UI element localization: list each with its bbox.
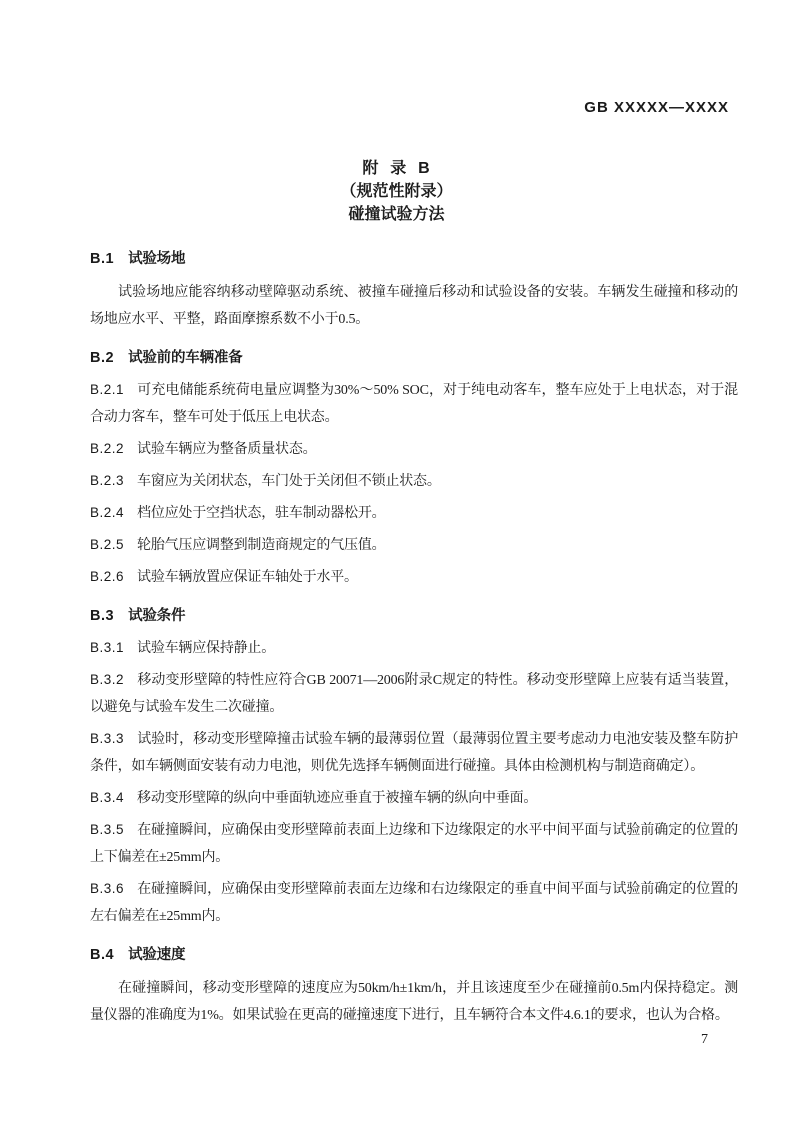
clause-text: 档位应处于空挡状态，驻车制动器松开。	[137, 506, 386, 521]
clause-b2-6	[90, 563, 738, 591]
clause-b3-1	[90, 634, 738, 662]
appendix-normative-note: （规范性附录）	[340, 183, 453, 200]
clause-text: 试验车辆放置应保证车轴处于水平。	[137, 570, 358, 585]
section-title: 试验场地	[128, 251, 186, 267]
clause-text: 在碰撞瞬间，应确保由变形壁障前表面左边缘和右边缘限定的垂直中间平面与试验前确定的位置的左右偏差在±25mm内。	[90, 882, 738, 924]
clause-text: 试验车辆应为整备质量状态。	[137, 442, 317, 457]
clause-number: B.3.6	[90, 881, 125, 896]
clause-number: B.3.2	[90, 672, 125, 687]
section-number: B.1	[90, 251, 115, 267]
clause-text: 在碰撞瞬间，应确保由变形壁障前表面上边缘和下边缘限定的水平中间平面与试验前确定的位置的上下偏差在±25mm内。	[90, 823, 738, 865]
clause-b2-5	[90, 531, 738, 559]
clause-b3-2	[90, 666, 738, 721]
clause-number: B.2.3	[90, 473, 125, 488]
clause-number: B.2.6	[90, 569, 125, 584]
section-number: B.3	[90, 608, 115, 624]
clause-text: 试验时，移动变形壁障撞击试验车辆的最薄弱位置（最薄弱位置主要考虑动力电池安装及整车防护条件，如车辆侧面安装有动力电池，则优先选择车辆侧面进行碰撞。具体由检测机构与制造商确定）。	[90, 732, 738, 774]
standard-number: GB XXXXX—XXXX	[584, 99, 729, 116]
clause-b3-4	[90, 784, 738, 812]
section-heading-b1	[90, 246, 738, 273]
section-title: 试验前的车辆准备	[128, 350, 243, 366]
section-heading-b3	[90, 603, 738, 630]
clause-b3-5	[90, 816, 738, 871]
clause-text: 移动变形壁障的纵向中垂面轨迹应垂直于被撞车辆的纵向中垂面。	[137, 791, 538, 806]
appendix-label: 附 录 B	[362, 160, 431, 177]
appendix-name: 碰撞试验方法	[348, 206, 445, 223]
section-number: B.2	[90, 350, 115, 366]
page-number: 7	[701, 1032, 708, 1047]
clause-text: 移动变形壁障的特性应符合GB 20071—2006附录C规定的特性。移动变形壁障上应装有适当装置，以避免与试验车发生二次碰撞。	[90, 673, 738, 715]
clause-text: 轮胎气压应调整到制造商规定的气压值。	[137, 538, 386, 553]
clause-number: B.2.1	[90, 382, 125, 397]
section-title: 试验条件	[128, 608, 186, 624]
section-title: 试验速度	[128, 947, 186, 963]
clause-b2-1	[90, 376, 738, 431]
clause-text: 试验车辆应保持静止。	[137, 641, 276, 656]
clause-b2-3	[90, 467, 738, 495]
clause-b3-3	[90, 725, 738, 780]
paragraph-b1: 试验场地应能容纳移动壁障驱动系统、被撞车碰撞后移动和试验设备的安装。车辆发生碰撞和移动的场地应水平、平整，路面摩擦系数不小于0.5。	[90, 285, 738, 327]
clause-b2-2	[90, 435, 738, 463]
clause-number: B.3.1	[90, 640, 125, 655]
clause-b3-6	[90, 875, 738, 930]
clause-number: B.3.5	[90, 822, 125, 837]
clause-number: B.3.3	[90, 731, 125, 746]
clause-number: B.2.5	[90, 537, 125, 552]
document-body	[90, 234, 738, 1029]
section-heading-b2	[90, 345, 738, 372]
clause-b2-4	[90, 499, 738, 527]
clause-number: B.2.4	[90, 505, 125, 520]
clause-text: 可充电储能系统荷电量应调整为30%～50% SOC，对于纯电动客车，整车应处于上电状态，对于混合动力客车，整车可处于低压上电状态。	[90, 383, 738, 425]
clause-number: B.3.4	[90, 790, 125, 805]
paragraph-b4: 在碰撞瞬间，移动变形壁障的速度应为50km/h±1km/h，并且该速度至少在碰撞前0.5m内保持稳定。测量仪器的准确度为1%。如果试验在更高的碰撞速度下进行，且车辆符合本文件4.6.1的要求，也认为合格。	[90, 981, 738, 1023]
clause-text: 车窗应为关闭状态，车门处于关闭但不锁止状态。	[137, 474, 441, 489]
section-heading-b4	[90, 942, 738, 969]
section-number: B.4	[90, 947, 115, 963]
clause-number: B.2.2	[90, 441, 125, 456]
appendix-title-block	[0, 157, 793, 226]
